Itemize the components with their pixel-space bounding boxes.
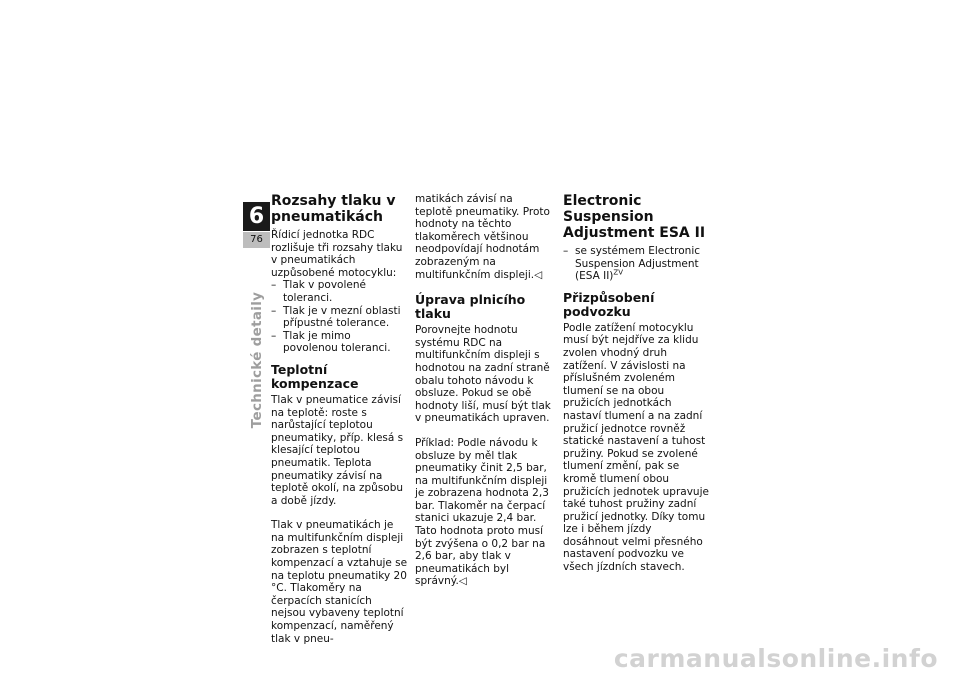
paragraph: Tlak v pneumatikách je na multifunkčním displeji zobrazen s teplotní kompenzací a vztahuje se na teplotu pneumatiky 20 °C. Tlakoměry na čerpacích stanicích nejsou vybaveny teplotní kompenzací, naměřený tlak v pneu- [271, 519, 408, 645]
heading-temperature-compensation: Teplotní kompenzace [271, 361, 359, 391]
list-item-text: se systémem Electronic Suspension Adjustment (ESA II) [575, 245, 701, 283]
chapter-number-tab: 6 [243, 202, 270, 231]
equipment-list [563, 245, 710, 283]
pressure-range-list [271, 279, 408, 355]
list-item: – Tlak je v mezní oblasti přípustné tolerance. [271, 305, 408, 330]
paragraph: Porovnejte hodnotu systému RDC na multifunkčním displeji s hodnotou na zadní straně obalu tohoto návodu k obsluze. Pokud se obě hodnoty liší, musí být tlak v pneumatikách upraven. [415, 324, 551, 425]
optional-equipment-mark: ZV [613, 268, 623, 277]
heading-esa: Electronic Suspension Adjustment ESA II [563, 193, 706, 241]
heading-tire-pressure-ranges: Rozsahy tlaku v pneumatikách [271, 193, 396, 225]
paragraph: Řídicí jednotka RDC rozlišuje tři rozsahy tlaku v pneumatikách uzpůsobené motocyklu: [271, 229, 403, 279]
list-item: – Tlak je mimo povolenou toleranci. [271, 330, 408, 355]
paragraph: Příklad: Podle návodu k obsluze by měl tlak pneumatiky činit 2,5 bar, na multifunkčním displeji je zobrazena hodnota 2,3 bar. Tlakoměr na čerpací stanici ukazuje 2,4 bar. Tato hodnota proto musí být zvýšena o 0,2 bar na 2,6 bar, aby tlak v pneumatikách byl správný.◁ [415, 436, 549, 588]
paragraph: Tlak v pneumatice závisí na teplotě: roste s narůstající teplotou pneumatiky, příp. klesá s klesající teplotou pneumatik. Teplota pneumatiky závisí na teplotě okolí, na způsobu a době jízdy. [271, 393, 404, 507]
chapter-title-vertical: Technické detaily [249, 291, 265, 429]
column-2 [415, 193, 552, 600]
paragraph: matikách závisí na teplotě pneumatiky. Proto hodnoty na těchto tlakoměrech většinou neodpovídají hodnotám zobrazeným na multifunkčním displeji.◁ [415, 193, 550, 281]
watermark: carmanualsonline.info [613, 644, 938, 673]
heading-suspension-adaptation: Přizpůsobení podvozku [563, 289, 655, 319]
column-1 [271, 193, 408, 657]
heading-pressure-adjustment: Úprava plnicího tlaku [415, 292, 526, 322]
column-3 [563, 193, 710, 586]
list-item: – Tlak v povolené toleranci. [271, 279, 408, 304]
list-item [563, 245, 710, 283]
page-number: 76 [243, 232, 270, 248]
paragraph: Podle zatížení motocyklu musí být nejdříve za klidu zvolen vhodný druh zatížení. V závislosti na příslušném zvoleném tlumení se na obou pružicích jednotkách nastaví tlumení a na zadní pružicí jednotce rovněž statické nastavení a tuhost pružiny. Pokud se zvolené tlumení změní, pak se kromě tlumení obou pružicích jednotek upravuje také tuhost pružiny zadní pružicí jednotky. Díky tomu lze i během jízdy dosáhnout velmi přesného nastavení podvozku ve všech jízdních stavech. [563, 321, 709, 574]
